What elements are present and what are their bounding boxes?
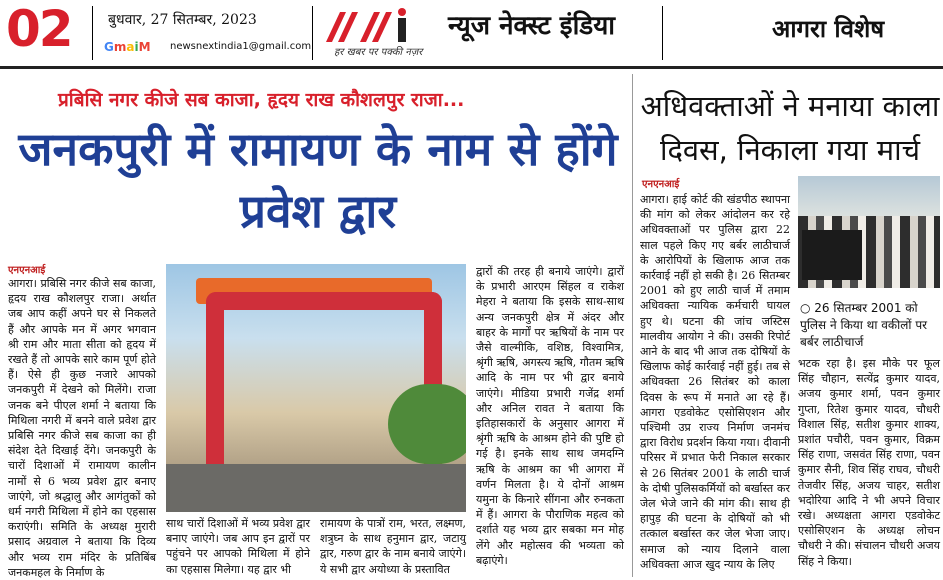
header-rule [0, 66, 943, 69]
side-byline-credit: एनएनआई [642, 179, 680, 190]
contact-email: newsnextindia1@gmail.com [170, 41, 312, 52]
protest-photo [798, 176, 940, 288]
side-headline: अधिवक्ताओं ने मनाया काला दिवस, निकाला गया मार्च [640, 89, 940, 167]
masthead-divider [662, 6, 663, 60]
tagline: हर खबर पर पक्की नज़र [334, 47, 423, 58]
masthead-divider [92, 6, 93, 60]
story-column-1: आगरा। प्रबिसि नगर कीजे सब काजा, हृदय राख कौशलपुर राजा। अर्थात जब आप कहीं अपने घर से निकलते हैं और आपके मन में अगर भगवान श्री राम और माता सीता को हृदय में रखते हैं तो आपके सारे काम पूर्ण होते हैं। ऐसे ही कुछ नजारे आपको जनकपुरी में देखने को मिलेंगे। राजा जनक बने पीएल शर्मा ने बताया कि मिथिला नगरी में बनने वाले प्रवेश द्वार प्रबिसि नगर कीजे सब काजा का ही संदेश देते दिखाई देंगे। जनकपुरी के चारों दिशाओं में रामायण कालीन नामों से 6 भव्य प्रवेश द्वार बनाए जाएंगे, जो श्रद्धालु और आगंतुकों को धर्म नगरी मिथिला में होने का एहसास कराएंगी। समिति के अध्यक्ष मुरारी प्रसाद अग्रवाल ने बताया कि दिव्य और भव्य राम मंदिर के प्रतिबिंब जनकमहल के निर्माण के [8, 277, 156, 579]
brand-name: न्यूज नेक्स्ट इंडिया [448, 11, 616, 41]
gmail-icon: GmaiM [104, 40, 151, 54]
side-story-column-1: आगरा। हाई कोर्ट की खंडपीठ स्थापना की मांग को लेकर आंदोलन कर रहे अधिवक्ताओं पर पुलिस द्वारा 22 साल पहले किए गए बर्बर लाठीचार्ज के आरोपियों के खिलाफ आज तक कार्रवाई नहीं हो सकी है। 26 सितम्बर 2001 को हुए लाठी चार्ज में तमाम अधिवक्ता न्यायिक कर्मचारी घायल हुए थे। घटना की जांच जस्टिस मालवीय आयोग ने की। उसकी रिपोर्ट आने के बाद भी आज तक दोषियों के खिलाफ कोई कार्रवाई नहीं हुई। तब से अधिवक्ता 26 सितंबर को काला दिवस के रूप में मनाते आ रहे हैं। आगरा एडवोकेट एसोसिएशन और पश्चिमी उप्र राज्य निर्माण जनमंच द्वारा विरोध प्रदर्शन किया गया। दीवानी परिसर में प्रभात फेरी निकाल सरकार से 26 सितंबर 2001 के लाठी चार्ज के दोषी पुलिसकर्मियों को बर्खास्त कर जेल भेजे जाने की मांग की। साथ ही हापुड़ की घटना के दोषियों को भी तत्काल बर्खास्त कर जेल भेजा जाए। समाज को न्याय दिलाने वाला अधिवक्ता आज खुद न्याय के लिए [640, 193, 790, 571]
black-banner [802, 230, 862, 280]
gate-photo [166, 264, 466, 512]
side-story-column-2: भटक रहा है। इस मौके पर फूल सिंह चौहान, सत्येंद्र कुमार यादव, अजय कुमार शर्मा, पवन कुमार गुप्ता, रितेश कुमार यादव, चौधरी विशाल सिंह, सतीश कुमार शाक्य, प्रशांत पचौरी, पवन कुमार, विक्रम सिंह राणा, जसवंत सिंह राणा, पवन कुमार सैनी, शिव सिंह राघव, चौधरी तेजवीर सिंह, अजय चाहर, सतीश भदोरिया आदि ने भी अपने विचार रखे। अध्यक्षता आगरा एडवोकेट एसोसिएशन के अध्यक्ष लोचन चौधरी ने की। संचालन चौधरी अजय सिंह ने किया। [798, 357, 940, 568]
main-headline: जनकपुरी में रामायण के नाम से होंगे प्रवेश द्वार [18, 122, 618, 238]
story-column-2: साथ चारों दिशाओं में भव्य प्रवेश द्वार बनाए जाएंगे। जब आप इन द्वारों पर पहुंचने पर आपको मिथिला में होने का एहसास मिलेगा। यह द्वार भी [166, 517, 310, 576]
page-number: 02 [6, 0, 72, 58]
story-column-4: द्वारों की तरह ही बनाये जाएंगे। द्वारों के प्रभारी आरएम सिंहल व राकेश मेहरा ने बताया कि इसके साथ-साथ अन्य जनकपुरी क्षेत्र में अंदर और बाहर के मार्गों पर ऋषियों के नाम पर जैसे वाल्मीकि, वशिष्ठ, विश्वामित्र, श्रृंगी ऋषि, अगस्त्य ऋषि, गौतम ऋषि आदि के नाम पर भी द्वार बनाये जाएंगे। मीडिया प्रभारी गजेंद्र शर्मा और अनिल रावत ने बताया कि इतिहासकारों के अनुसार आगरा में श्रृंगी ऋषि के आश्रम होने की पुष्टि हो गई है। इनके साथ साथ जमदग्नि ऋषि के आश्रम का भी आगरा में वर्णन मिलता है। ये दोनों आश्रम यमुना के किनारे सींगना और रुनकता में हैं। आगरा के पौराणिक महत्व को दर्शाते यह भव्य द्वार सबका मन मोह लेंगे और महोत्सव की भव्यता को बढ़ाएंगे। [476, 265, 624, 567]
street [166, 464, 466, 512]
issue-date: बुधवार, 27 सितम्बर, 2023 [108, 12, 257, 28]
column-separator [632, 74, 633, 577]
tree [388, 384, 466, 464]
masthead-divider [312, 6, 313, 60]
story-column-3: रामायण के पात्रों राम, भरत, लक्ष्मण, शत्रुघ्न के साथ हनुमान द्वार, जटायु द्वार, गरुण द्वार के नाम बनाये जाएंगे। ये सभी द्वार अयोध्या के प्रस्तावित [320, 517, 466, 576]
story-kicker: प्रबिसि नगर कीजे सब काजा, हृदय राख कौशलपुर राजा... [58, 89, 465, 111]
photo-caption-text: 26 सितम्बर 2001 को पुलिस ने किया था वकीलों पर बर्बर लाठीचार्ज [800, 301, 928, 349]
byline-credit: एनएनआई [8, 265, 46, 276]
photo-caption: ○ 26 सितम्बर 2001 को पुलिस ने किया था वकीलों पर बर्बर लाठीचार्ज [800, 301, 928, 349]
nni-logo [324, 8, 444, 44]
section-title: आगरा विशेष [772, 15, 885, 43]
